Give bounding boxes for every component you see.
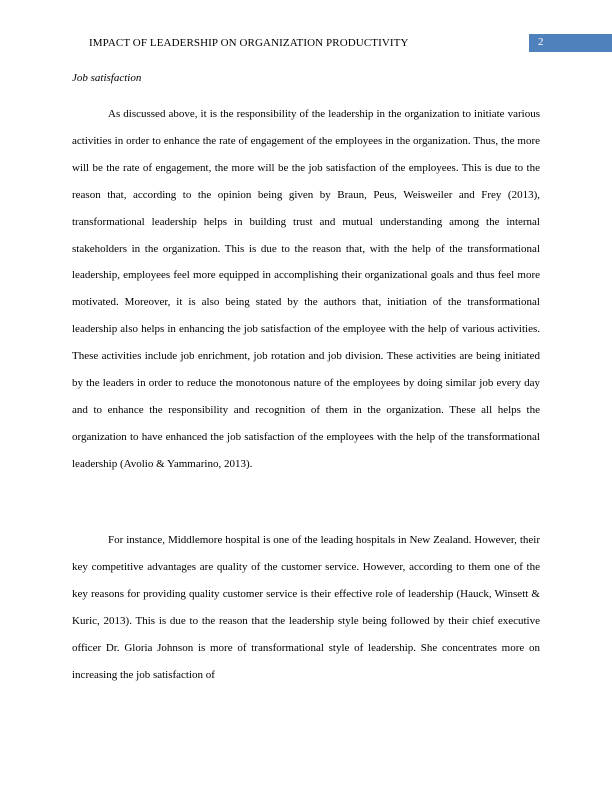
section-title: Job satisfaction [72, 72, 142, 84]
page-header [0, 34, 612, 52]
running-head: IMPACT OF LEADERSHIP ON ORGANIZATION PRODUCTIVITY [89, 37, 409, 49]
page-number: 2 [538, 36, 544, 48]
page-number-box [529, 34, 612, 52]
body-paragraph-2: For instance, Middlemore hospital is one of the leading hospitals in New Zealand. However, their key competitive advantages are quality of the customer service. However, according to them one of the key reasons for providing quality customer service is their effective role of leadership (Hauck, Winsett & Kuric, 2013). This is due to the reason that the leadership style being followed by their chief executive officer Dr. Gloria Johnson is more of transformational style of leadership. She concentrates more on increasing the job satisfaction of [72, 534, 540, 681]
body-paragraph-1: As discussed above, it is the responsibility of the leadership in the organization to initiate various activities in order to enhance the rate of engagement of the employees in the organization. Thus, the more will be the rate of engagement, the more will be the job satisfaction of the employees. This is due to the reason that, according to the opinion being given by Braun, Peus, Weisweiler and Frey (2013), transformational leadership helps in building trust and mutual understanding among the internal stakeholders in the organization. This is due to the reason that, with the help of the transformational leadership, employees feel more equipped in accomplishing their organizational goals and thus feel more motivated. Moreover, it is also being stated by the authors that, initiation of the transformational leadership also helps in enhancing the job satisfaction of the employee with the help of various activities. These activities include job enrichment, job rotation and job division. These activities are being initiated by the leaders in order to reduce the monotonous nature of the employees by doing similar job every day and to enhance the responsibility and recognition of them in the organization. These all helps the organization to have enhanced the job satisfaction of the employees with the help of the transformational leadership (Avolio & Yammarino, 2013). [72, 108, 540, 470]
